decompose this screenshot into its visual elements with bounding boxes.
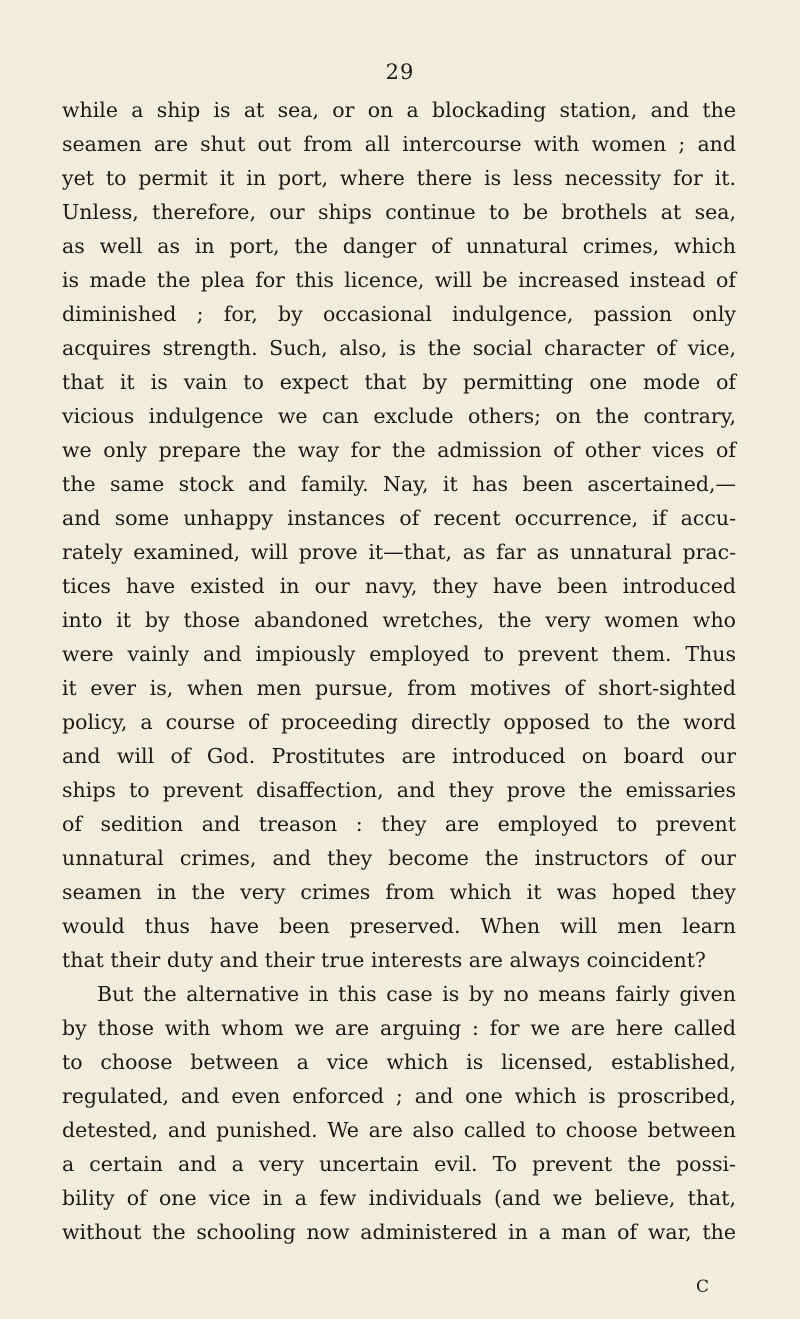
text-line: that their duty and their true interests are always coincident? bbox=[62, 948, 706, 972]
text-line: rately examined, will prove it—that, as far as unnatural prac- bbox=[62, 540, 736, 564]
text-line: into it by those abandoned wretches, the very women who bbox=[62, 608, 736, 632]
text-line: while a ship is at sea, or on a blockading station, and the bbox=[62, 98, 736, 122]
text-line: a certain and a very uncertain evil. To prevent the possi- bbox=[62, 1152, 736, 1176]
text-line: policy, a course of proceeding directly opposed to the word bbox=[62, 710, 736, 734]
signature-mark: C bbox=[696, 1277, 711, 1297]
text-line: seamen are shut out from all intercourse with women ; and bbox=[62, 132, 736, 156]
text-line: tices have existed in our navy, they have been introduced bbox=[62, 574, 736, 598]
text-line: unnatural crimes, and they become the instructors of our bbox=[62, 846, 736, 870]
text-line: and some unhappy instances of recent occurrence, if accu- bbox=[62, 506, 736, 530]
text-line: without the schooling now administered in a man of war, the bbox=[62, 1220, 736, 1244]
text-line: it ever is, when men pursue, from motives of short-sighted bbox=[62, 676, 736, 700]
text-line: But the alternative in this case is by no means fairly given bbox=[97, 982, 736, 1006]
text-line: yet to permit it in port, where there is less necessity for it. bbox=[62, 166, 736, 190]
text-line: the same stock and family. Nay, it has been ascertained,— bbox=[62, 472, 736, 496]
text-line: were vainly and impiously employed to prevent them. Thus bbox=[62, 642, 736, 666]
text-line: of sedition and treason : they are employed to prevent bbox=[62, 812, 736, 836]
text-line: as well as in port, the danger of unnatural crimes, which bbox=[62, 234, 736, 258]
text-line: diminished ; for, by occasional indulgence, passion only bbox=[62, 302, 736, 326]
text-line: Unless, therefore, our ships continue to be brothels at sea, bbox=[62, 200, 736, 224]
text-line: vicious indulgence we can exclude others; on the contrary, bbox=[62, 404, 736, 428]
text-line: by those with whom we are arguing : for we are here called bbox=[62, 1016, 736, 1040]
text-line: is made the plea for this licence, will be increased instead of bbox=[62, 268, 736, 292]
text-line: and will of God. Prostitutes are introduced on board our bbox=[62, 744, 736, 768]
text-line: that it is vain to expect that by permitting one mode of bbox=[62, 370, 736, 394]
text-line: regulated, and even enforced ; and one which is proscribed, bbox=[62, 1084, 736, 1108]
text-line: bility of one vice in a few individuals (and we believe, that, bbox=[62, 1186, 736, 1210]
text-line: detested, and punished. We are also called to choose between bbox=[62, 1118, 736, 1142]
page-number: 29 bbox=[385, 60, 415, 84]
text-line: ships to prevent disaffection, and they prove the emissaries bbox=[62, 778, 736, 802]
text-line: acquires strength. Such, also, is the social character of vice, bbox=[62, 336, 736, 360]
text-line: would thus have been preserved. When will men learn bbox=[62, 914, 736, 938]
text-line: to choose between a vice which is licensed, established, bbox=[62, 1050, 736, 1074]
text-line: seamen in the very crimes from which it was hoped they bbox=[62, 880, 736, 904]
text-line: we only prepare the way for the admission of other vices of bbox=[62, 438, 736, 462]
